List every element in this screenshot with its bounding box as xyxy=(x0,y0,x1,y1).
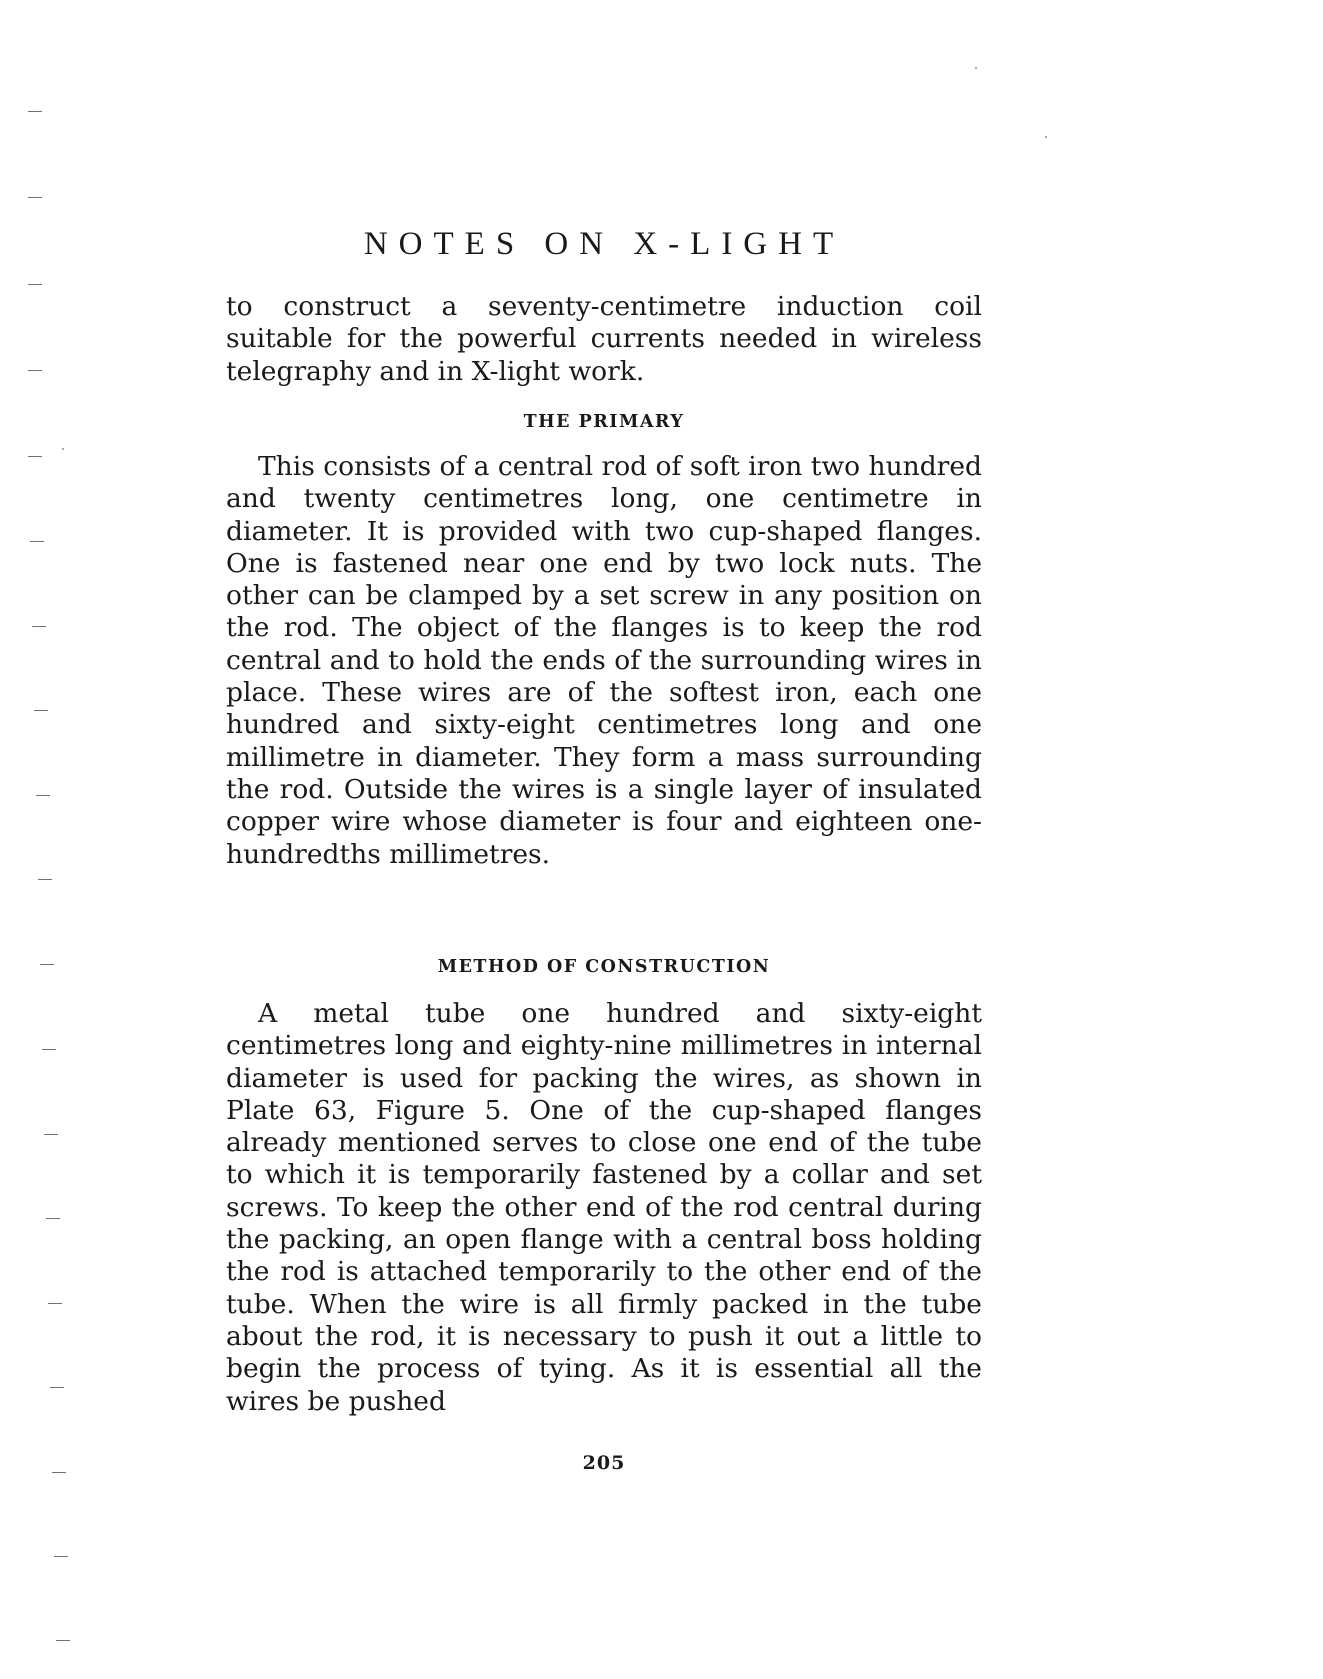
scan-margin-mark xyxy=(44,1134,58,1135)
scan-margin-mark xyxy=(28,284,42,285)
scan-margin-mark xyxy=(38,879,52,880)
scan-margin-mark xyxy=(34,710,48,711)
scan-margin-mark xyxy=(46,1218,60,1219)
scan-margin-mark xyxy=(52,1472,66,1473)
scan-margin-mark xyxy=(30,541,44,542)
section-heading-primary: THE PRIMARY xyxy=(523,412,685,432)
scan-margin-mark xyxy=(32,626,46,627)
page-number: 205 xyxy=(582,1452,626,1474)
running-head: NOTES ON X-LIGHT xyxy=(363,226,845,262)
scan-margin-mark xyxy=(54,1556,68,1557)
section-heading-method: METHOD OF CONSTRUCTION xyxy=(437,957,771,977)
scan-margin-mark xyxy=(42,1049,56,1050)
scan-speck xyxy=(1045,136,1047,138)
scan-margin-mark xyxy=(28,370,42,371)
scan-speck xyxy=(62,448,64,450)
scan-margin-mark xyxy=(28,111,42,112)
opening-paragraph: to construct a seventy-centimetre induction coil suitable for the powerful currents needed in wireless telegraphy and in X-light work. xyxy=(226,291,982,387)
primary-paragraph: This consists of a central rod of soft iron two hundred and twenty centimetres long, one centimetre in diameter. It is provided with two cup-shaped flanges. One is fastened near one end by two lock nuts. The other can be clamped by a set screw in any position on the rod. The object of the flanges is to keep the rod central and to hold the ends of the surrounding wires in place. These wires are of the softest iron, each one hundred and sixty-eight centimetres long and one millimetre in diameter. They form a mass surrounding the rod. Outside the wires is a single layer of insulated copper wire whose diameter is four and eighteen one-hundredths millimetres. xyxy=(226,451,982,870)
scan-margin-mark xyxy=(28,197,42,198)
scan-speck xyxy=(975,67,977,69)
scan-margin-mark xyxy=(28,456,42,457)
method-paragraph: A metal tube one hundred and sixty-eight centimetres long and eighty-nine millimetres in internal diameter is used for packing the wires, as shown in Plate 63, Figure 5. One of the cup-shaped flanges already mentioned serves to close one end of the tube to which it is temporarily fastened by a collar and set screws. To keep the other end of the rod central during the packing, an open flange with a central boss holding the rod is attached temporarily to the other end of the tube. When the wire is all firmly packed in the tube about the rod, it is necessary to push it out a little to begin the process of tying. As it is essential all the wires be pushed xyxy=(226,998,982,1417)
scan-margin-mark xyxy=(36,795,50,796)
scan-margin-mark xyxy=(50,1387,64,1388)
scan-margin-mark xyxy=(40,964,54,965)
scan-margin-mark xyxy=(48,1303,62,1304)
scan-margin-mark xyxy=(56,1640,70,1641)
